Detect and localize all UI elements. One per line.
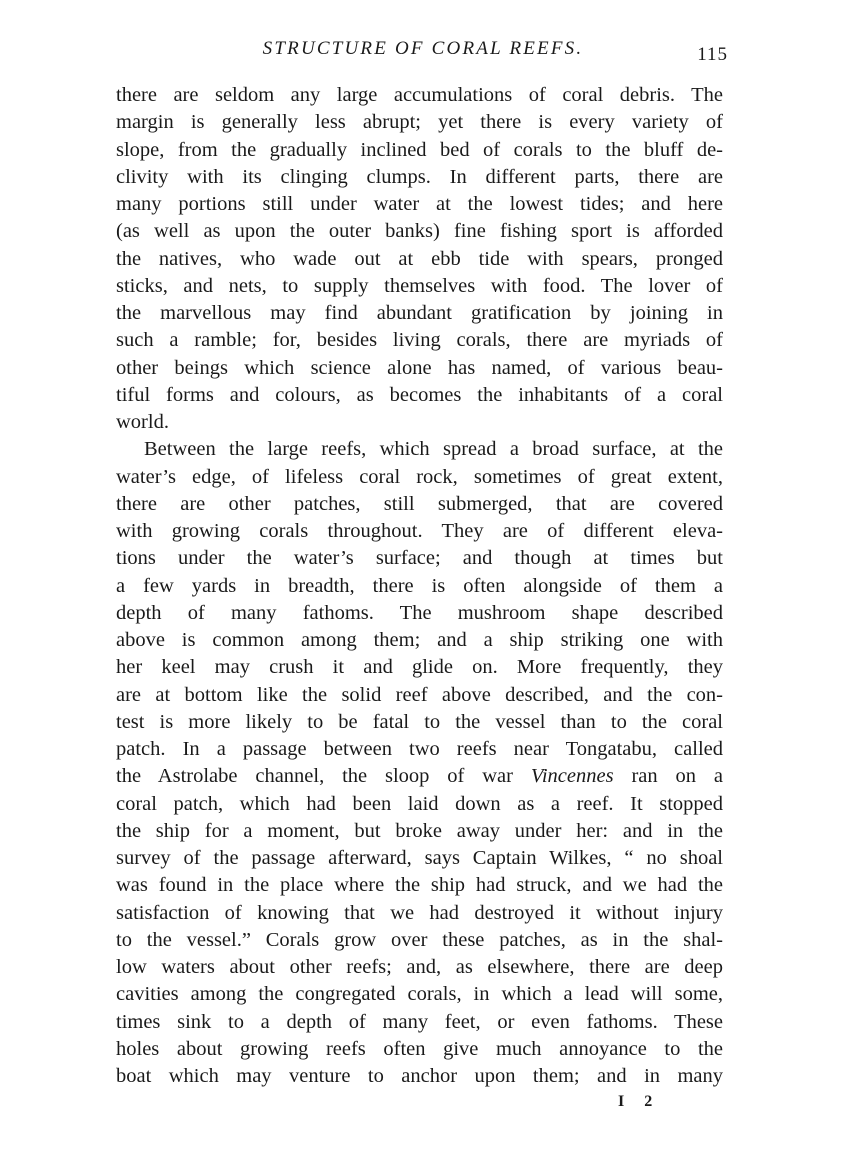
text-segment: ran on a: [631, 765, 723, 788]
text-line: satisfaction of knowing that we had destroyed it without injury: [116, 901, 723, 924]
text-line: are at bottom like the solid reef above described, and the con-: [116, 683, 723, 706]
text-line: clivity with its clinging clumps. In different parts, there are: [116, 165, 723, 188]
text-line: the ship for a moment, but broke away under her: and in the: [116, 819, 723, 842]
text-line: margin is generally less abrupt; yet there is every variety of: [116, 111, 723, 134]
text-line: such a ramble; for, besides living corals, there are myriads of: [116, 329, 723, 352]
paragraph-start-line: Between the large reefs, which spread a broad surface, at the: [144, 438, 723, 461]
text-line: sticks, and nets, to supply themselves with food. The lover of: [116, 274, 723, 297]
text-line: world.: [116, 411, 169, 433]
text-line: (as well as upon the outer banks) fine fishing sport is afforded: [116, 220, 723, 243]
text-line: above is common among them; and a ship striking one with: [116, 629, 723, 651]
running-title: STRUCTURE OF CORAL REEFS.: [262, 38, 584, 59]
text-line: many portions still under water at the lowest tides; and here: [116, 193, 723, 215]
text-line: was found in the place where the ship had struck, and we had the: [116, 874, 723, 897]
text-line: tiful forms and colours, as becomes the inhabitants of a coral: [116, 383, 723, 406]
page-number: 115: [697, 44, 728, 65]
text-segment: the Astrolabe channel, the sloop of war: [116, 765, 513, 788]
text-line: the marvellous may find abundant gratification by joining in: [116, 302, 723, 324]
ship-name-italic: Vincennes: [530, 765, 614, 788]
text-line: to the vessel.” Corals grow over these patches, as in the shal-: [116, 928, 723, 951]
text-line: the natives, who wade out at ebb tide with spears, pronged: [116, 247, 723, 270]
text-line: survey of the passage afterward, says Captain Wilkes, “ no shoal: [116, 847, 723, 869]
text-line: patch. In a passage between two reefs near Tongatabu, called: [116, 738, 723, 760]
text-line: boat which may venture to anchor upon them; and in many: [116, 1065, 723, 1087]
text-line: test is more likely to be fatal to the vessel than to the coral: [116, 710, 723, 733]
text-line: cavities among the congregated corals, in which a lead will some,: [116, 983, 723, 1006]
text-line: other beings which science alone has named, of various beau-: [116, 356, 723, 379]
text-line: depth of many fathoms. The mushroom shape described: [116, 601, 723, 624]
text-line: low waters about other reefs; and, as elsewhere, there are deep: [116, 956, 723, 978]
running-head: [118, 38, 728, 68]
signature-mark: I 2: [618, 1093, 661, 1110]
text-line: holes about growing reefs often give much annoyance to the: [116, 1037, 723, 1060]
text-line: times sink to a depth of many feet, or even fathoms. These: [116, 1010, 723, 1033]
text-line: with growing corals throughout. They are of different eleva-: [116, 520, 723, 542]
text-line: coral patch, which had been laid down as a reef. It stopped: [116, 792, 723, 815]
text-line: there are other patches, still submerged, that are covered: [116, 492, 723, 515]
text-line: tions under the water’s surface; and though at times but: [116, 547, 723, 570]
text-line: there are seldom any large accumulations of coral debris. The: [116, 84, 723, 106]
text-line-with-italic: [116, 763, 723, 790]
text-line: water’s edge, of lifeless coral rock, sometimes of great extent,: [116, 465, 723, 488]
text-line: slope, from the gradually inclined bed of corals to the bluff de-: [116, 138, 723, 161]
text-line: a few yards in breadth, there is often alongside of them a: [116, 574, 723, 597]
body-text: [116, 82, 723, 1090]
text-line: her keel may crush it and glide on. More frequently, they: [116, 656, 723, 679]
